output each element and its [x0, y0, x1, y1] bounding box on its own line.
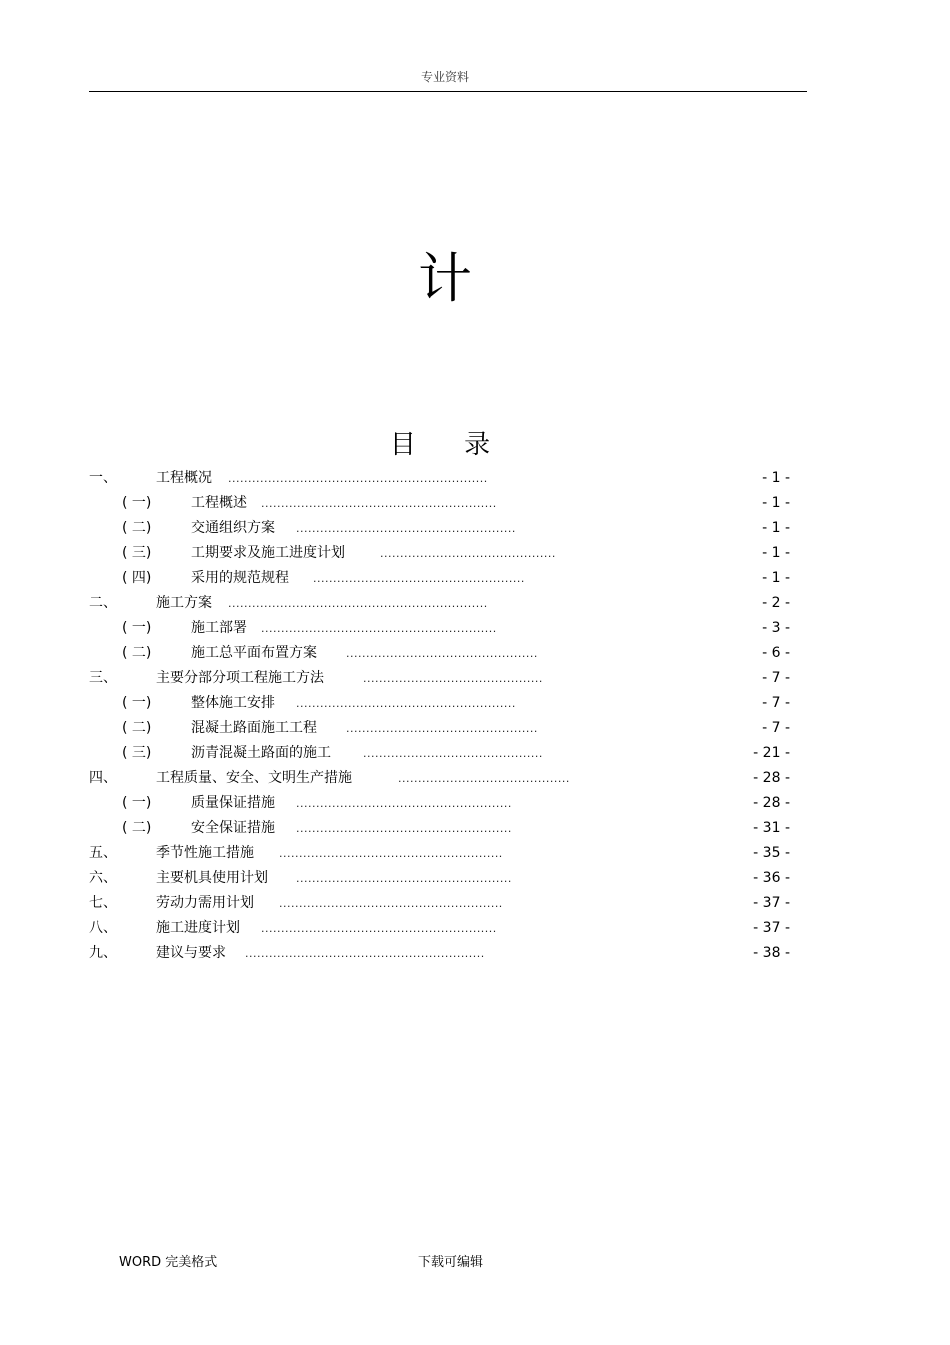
- toc-entry-number: ( 二): [122, 645, 152, 661]
- toc-entry-title: 质量保证措施: [191, 795, 275, 811]
- toc-entry[interactable]: [0, 816, 950, 841]
- toc-entry[interactable]: [0, 741, 950, 766]
- toc-entry-number: ( 一): [122, 620, 152, 636]
- toc-entry-page-number: - 21 -: [753, 745, 790, 761]
- toc-entry-leader-dots: ............................................: [380, 547, 556, 560]
- toc-entry-number: 八、: [89, 920, 117, 936]
- toc-entry-title: 施工进度计划: [156, 920, 240, 936]
- toc-entry-title: 工程概述: [191, 495, 247, 511]
- toc-entry-title: 工程概况: [156, 470, 212, 486]
- toc-entry-number: 六、: [89, 870, 117, 886]
- toc-entry-page-number: - 1 -: [762, 520, 790, 536]
- footer-left-text: WORD 完美格式: [119, 1255, 218, 1270]
- toc-entry-leader-dots: .............................................: [363, 747, 543, 760]
- toc-entry-number: ( 二): [122, 720, 152, 736]
- header-divider: [89, 91, 807, 92]
- toc-entry-leader-dots: ...........................................................: [261, 622, 497, 635]
- toc-entry[interactable]: [0, 516, 950, 541]
- toc-entry-page-number: - 2 -: [762, 595, 790, 611]
- toc-entry-title: 安全保证措施: [191, 820, 275, 836]
- toc-entry-number: 四、: [89, 770, 117, 786]
- toc-entry-page-number: - 31 -: [753, 820, 790, 836]
- toc-entry-title: 施工部署: [191, 620, 247, 636]
- toc-entry-leader-dots: ...........................................................: [261, 497, 497, 510]
- toc-entry[interactable]: [0, 766, 950, 791]
- toc-entry-leader-dots: ................................................: [346, 647, 538, 660]
- toc-entry-page-number: - 1 -: [762, 570, 790, 586]
- toc-entry-number: ( 四): [122, 570, 152, 586]
- toc-entry[interactable]: [0, 941, 950, 966]
- toc-entry-leader-dots: .............................................: [363, 672, 543, 685]
- toc-entry[interactable]: [0, 716, 950, 741]
- toc-entry-leader-dots: ............................................................: [245, 947, 485, 960]
- toc-entry-title: 沥青混凝土路面的施工: [191, 745, 331, 761]
- toc-entry-title: 劳动力需用计划: [156, 895, 254, 911]
- toc-entry[interactable]: [0, 466, 950, 491]
- toc-entry-title: 主要分部分项工程施工方法: [156, 670, 324, 686]
- toc-entry-leader-dots: ................................................: [346, 722, 538, 735]
- toc-entry-title: 季节性施工措施: [156, 845, 254, 861]
- toc-entry-number: ( 三): [122, 545, 152, 561]
- toc-entry-title: 整体施工安排: [191, 695, 275, 711]
- toc-entry-title: 采用的规范规程: [191, 570, 289, 586]
- toc-entry[interactable]: [0, 841, 950, 866]
- cover-character: 计: [418, 247, 472, 310]
- toc-entry[interactable]: [0, 666, 950, 691]
- toc-title: 目 录: [389, 430, 511, 460]
- footer-right-text: 下载可编辑: [418, 1255, 484, 1270]
- toc-entry-leader-dots: ........................................................: [279, 897, 503, 910]
- toc-entry-leader-dots: .......................................................: [296, 522, 516, 535]
- toc-entry-number: ( 三): [122, 745, 152, 761]
- toc-entry-page-number: - 1 -: [762, 545, 790, 561]
- toc-entry-number: 七、: [89, 895, 117, 911]
- toc-entry-title: 工程质量、安全、文明生产措施: [156, 770, 352, 786]
- toc-entry-number: 三、: [89, 670, 117, 686]
- toc-entry-title: 施工总平面布置方案: [191, 645, 317, 661]
- toc-entry-page-number: - 7 -: [762, 670, 790, 686]
- toc-entry-title: 施工方案: [156, 595, 212, 611]
- toc-entry-title: 主要机具使用计划: [156, 870, 268, 886]
- toc-entry-number: ( 二): [122, 820, 152, 836]
- toc-entry-page-number: - 35 -: [753, 845, 790, 861]
- page-header: 专业资料: [420, 70, 469, 84]
- toc-entry[interactable]: [0, 491, 950, 516]
- toc-entry[interactable]: [0, 566, 950, 591]
- toc-entry[interactable]: [0, 891, 950, 916]
- toc-entry-leader-dots: ...........................................: [398, 772, 570, 785]
- toc-entry-leader-dots: .................................................................: [228, 597, 488, 610]
- toc-entry-title: 工期要求及施工进度计划: [191, 545, 345, 561]
- toc-entry-page-number: - 3 -: [762, 620, 790, 636]
- toc-entry-leader-dots: ........................................................: [279, 847, 503, 860]
- toc-entry-leader-dots: .......................................................: [296, 697, 516, 710]
- toc-entry-leader-dots: .................................................................: [228, 472, 488, 485]
- toc-entry-number: ( 二): [122, 520, 152, 536]
- toc-entry[interactable]: [0, 641, 950, 666]
- toc-entry[interactable]: [0, 916, 950, 941]
- toc-entry-page-number: - 1 -: [762, 470, 790, 486]
- toc-entry-number: 一、: [89, 470, 117, 486]
- toc-entry-page-number: - 37 -: [753, 895, 790, 911]
- toc-entry-page-number: - 38 -: [753, 945, 790, 961]
- toc-entry[interactable]: [0, 691, 950, 716]
- toc-entry[interactable]: [0, 541, 950, 566]
- toc-entry-leader-dots: .....................................................: [313, 572, 525, 585]
- toc-entry-number: 二、: [89, 595, 117, 611]
- toc-entry-leader-dots: ......................................................: [296, 822, 512, 835]
- toc-entry-number: ( 一): [122, 795, 152, 811]
- toc-entry-page-number: - 28 -: [753, 770, 790, 786]
- toc-entry-leader-dots: ......................................................: [296, 797, 512, 810]
- toc-entry-page-number: - 36 -: [753, 870, 790, 886]
- toc-entry-leader-dots: ......................................................: [296, 872, 512, 885]
- toc-entry-page-number: - 7 -: [762, 695, 790, 711]
- toc-entry-number: ( 一): [122, 495, 152, 511]
- toc-entry-number: ( 一): [122, 695, 152, 711]
- toc-entry-page-number: - 1 -: [762, 495, 790, 511]
- toc-entry-leader-dots: ...........................................................: [261, 922, 497, 935]
- table-of-contents: [0, 466, 950, 966]
- toc-entry-page-number: - 37 -: [753, 920, 790, 936]
- toc-entry[interactable]: [0, 591, 950, 616]
- toc-entry-page-number: - 28 -: [753, 795, 790, 811]
- toc-entry[interactable]: [0, 791, 950, 816]
- toc-entry-title: 混凝土路面施工工程: [191, 720, 317, 736]
- toc-entry-title: 建议与要求: [156, 945, 226, 961]
- toc-entry[interactable]: [0, 616, 950, 641]
- toc-entry-title: 交通组织方案: [191, 520, 275, 536]
- toc-entry-number: 九、: [89, 945, 117, 961]
- toc-entry-page-number: - 7 -: [762, 720, 790, 736]
- toc-entry-number: 五、: [89, 845, 117, 861]
- toc-entry[interactable]: [0, 866, 950, 891]
- toc-entry-page-number: - 6 -: [762, 645, 790, 661]
